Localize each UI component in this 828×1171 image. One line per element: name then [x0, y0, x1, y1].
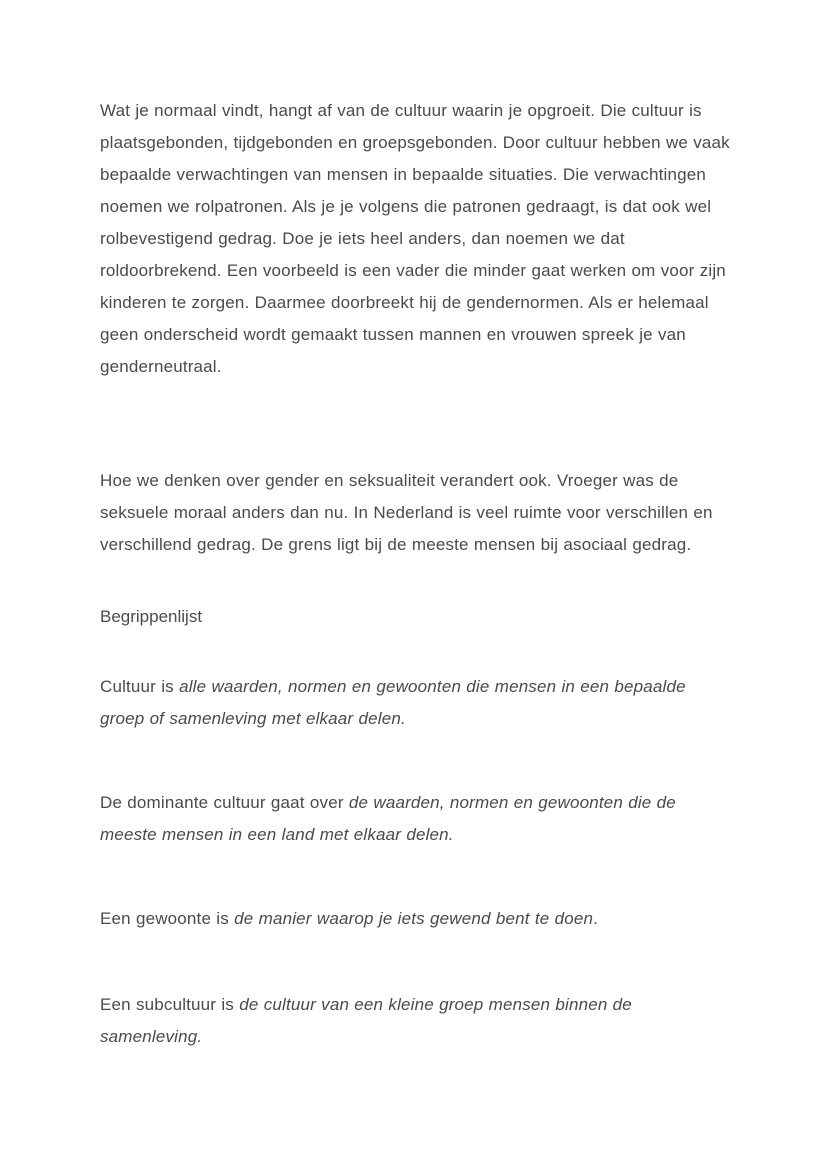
paragraph-spacer-1 — [100, 383, 732, 465]
glossary-heading: Begrippenlijst — [100, 607, 203, 626]
body-paragraph-2: Hoe we denken over gender en seksualiteit verandert ook. Vroeger was de seksuele moraal anders dan nu. In Nederland is veel ruimte voor verschillen en verschillend gedrag. De grens ligt bij de meeste mensen bij asociaal gedrag. — [100, 471, 713, 554]
glossary-spacer — [100, 633, 732, 671]
body-paragraph-1: Wat je normaal vindt, hangt af van de cultuur waarin je opgroeit. Die cultuur is plaatsgebonden, tijdgebonden en groepsgebonden. Door cultuur hebben we vaak bepaalde verwachtingen van mensen in bepaalde situaties. Die verwachtingen noemen we rolpatronen. Als je je volgens die patronen gedraagt, is dat ook wel rolbevestigend gedrag. Doe je iets heel anders, dan noemen we dat roldoorbrekend. Een voorbeeld is een vader die minder gaat werken om voor zijn kinderen te zorgen. Daarmee doorbreekt hij de gendernormen. Als er helemaal geen onderscheid wordt gemaakt tussen mannen en vrouwen spreek je van genderneutraal. — [100, 101, 730, 376]
glossary-term: Een gewoonte is — [100, 909, 235, 928]
glossary-definition: de cultuur van een kleine groep mensen binnen de samenleving. — [100, 995, 632, 1046]
glossary-definition: alle waarden, normen en gewoonten die mensen in een bepaalde groep of samenleving met elkaar delen. — [100, 677, 686, 728]
glossary-term: Cultuur is — [100, 677, 180, 696]
glossary-definition: de manier waarop je iets gewend bent te doen — [234, 909, 594, 928]
glossary-entry — [100, 989, 732, 1053]
glossary-entry — [100, 787, 732, 851]
glossary-entry-spacer-3 — [100, 935, 732, 989]
glossary-entry — [100, 671, 732, 735]
glossary-entry-spacer-1 — [100, 735, 732, 787]
glossary-term: De dominante cultuur gaat over — [100, 793, 349, 812]
glossary-entry — [100, 903, 732, 935]
glossary-entry-spacer-2 — [100, 851, 732, 903]
glossary-term: Een subcultuur is — [100, 995, 240, 1014]
glossary-trailing-punctuation: . — [593, 909, 599, 928]
glossary-definition: de waarden, normen en gewoonten die de meeste mensen in een land met elkaar delen. — [100, 793, 676, 844]
heading-spacer — [100, 561, 732, 601]
document-content — [100, 95, 732, 1053]
